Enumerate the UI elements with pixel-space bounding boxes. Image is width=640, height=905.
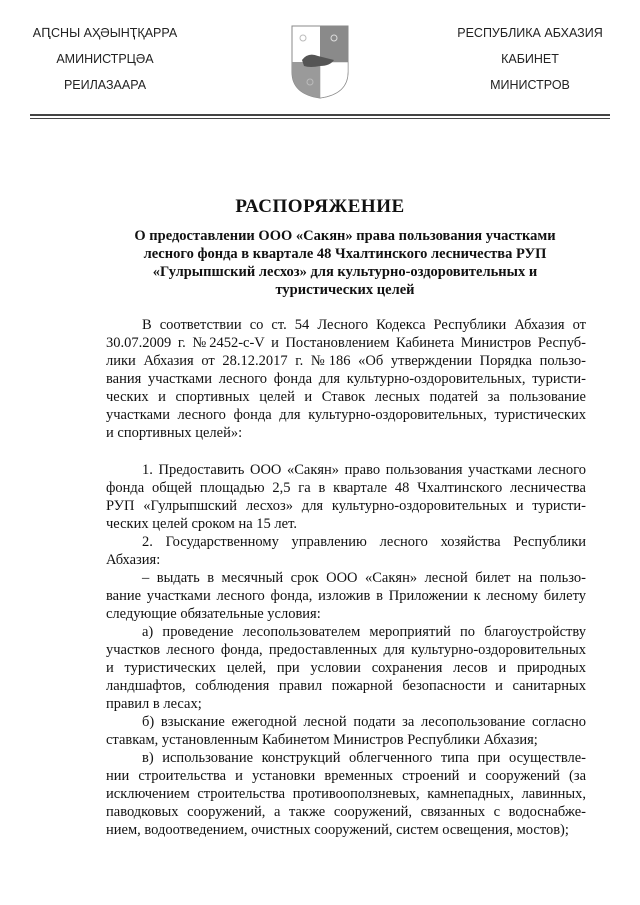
paragraph: [106, 713, 586, 749]
header-divider-thin: [30, 118, 610, 119]
header-right-line: РЕСПУБЛИКА АБХАЗИЯ: [457, 26, 603, 40]
paragraph-line: исключением строительства противооползневых, камнепадных, лавинных,: [106, 786, 586, 802]
paragraph-line: нии строительства и установки временных строений и сооружений (за: [106, 768, 586, 784]
header-right-russian: [455, 20, 605, 98]
paragraph: [106, 461, 586, 533]
subtitle-line: «Гулрыпшский лесхоз» для культурно-оздоровительных и: [152, 264, 538, 280]
paragraph-line: Абхазия:: [106, 552, 161, 568]
header-left-line: АМИНИСТРЦӘА: [56, 52, 154, 66]
paragraph-line: ческих целей сроком на 15 лет.: [106, 516, 297, 532]
document-title: РАСПОРЯЖЕНИЕ: [235, 196, 405, 217]
paragraph-line: правил в лесах;: [106, 696, 202, 712]
paragraph: [106, 569, 586, 623]
paragraph-line: нием, водоотведением, очистных сооружений, систем освещения, мостов);: [106, 822, 569, 838]
paragraph-line: ландшафтов, соблюдения правил пожарной безопасности и санитарных: [106, 678, 586, 694]
paragraph: [106, 623, 586, 713]
paragraph-line: РУП «Гулрыпшский лесхоз» для культурно-оздоровительных и туристи-: [106, 498, 586, 514]
document-body: [106, 316, 586, 839]
coat-of-arms-icon: [290, 24, 350, 100]
paragraph-line: участками лесного фонда для культурно-оздоровительных, туристических: [106, 407, 586, 423]
paragraph-line: следующие обязательные условия:: [106, 606, 321, 622]
paragraph-line: вание участками лесного фонда, изложив в Приложении к лесному билету: [106, 588, 586, 604]
header-divider: [30, 114, 610, 116]
paragraph-line: в) использование конструкций облегченного типа при осуществле-: [142, 750, 586, 766]
paragraph-line: ставкам, установленным Кабинетом Министров Республики Абхазия;: [106, 732, 538, 748]
paragraph-line: ческих и спортивных целей и Ставок лесных податей за пользование: [106, 389, 586, 405]
paragraph-line: вания участками лесного фонда для культурно-оздоровительных, туристи-: [106, 371, 586, 387]
paragraph: [106, 316, 586, 442]
header-right-line: КАБИНЕТ: [501, 52, 559, 66]
document-subtitle: [100, 227, 590, 299]
paragraph: [106, 533, 586, 569]
subtitle-line: О предоставлении ООО «Сакян» права пользования участками: [134, 228, 556, 244]
paragraph-line: участков лесного фонда, предоставленных для культурно-оздоровительных: [106, 642, 586, 658]
paragraph-line: лики Абхазия от 28.12.2017 г. №186 «Об утверждении Порядка пользо-: [106, 353, 586, 369]
paragraph-line: и спортивных целей»:: [106, 425, 243, 441]
paragraph-line: 1. Предоставить ООО «Сакян» право пользования участками лесного: [142, 462, 586, 478]
paragraph-line: паводковых сооружений, а также сооружений, связанных с водоснабже-: [106, 804, 586, 820]
paragraph-line: а) проведение лесопользователем мероприятий по благоустройству: [142, 624, 586, 640]
paragraph-line: фонда общей площадью 2,5 га в квартале 48 Чхалтинского лесничества: [106, 480, 586, 496]
header-left-line: РЕИЛАЗААРА: [63, 78, 147, 92]
paragraph: [106, 749, 586, 839]
subtitle-line: лесного фонда в квартале 48 Чхалтинского лесничества РУП: [143, 246, 547, 262]
paragraph-line: 30.07.2009 г. №2452-с-V и Постановлением Кабинета Министров Респуб-: [106, 335, 586, 351]
paragraph-line: б) взыскание ежегодной лесной подати за лесопользование согласно: [142, 714, 586, 730]
paragraph-line: 2. Государственному управлению лесного хозяйства Республики: [142, 534, 586, 550]
header-left-line: АԤСНЫ АҲӘЫНҬҚАРРА: [32, 26, 178, 40]
header-left-abkhaz: [30, 20, 180, 98]
paragraph-line: – выдать в месячный срок ООО «Сакян» лесной билет на пользо-: [142, 570, 586, 586]
paragraph-line: и туристических целей, при условии сохранения лесов и природных: [106, 660, 586, 676]
header-right-line: МИНИСТРОВ: [490, 78, 570, 92]
paragraph-line: В соответствии со ст. 54 Лесного Кодекса Республики Абхазия от: [142, 317, 586, 333]
subtitle-line: туристических целей: [275, 282, 415, 298]
